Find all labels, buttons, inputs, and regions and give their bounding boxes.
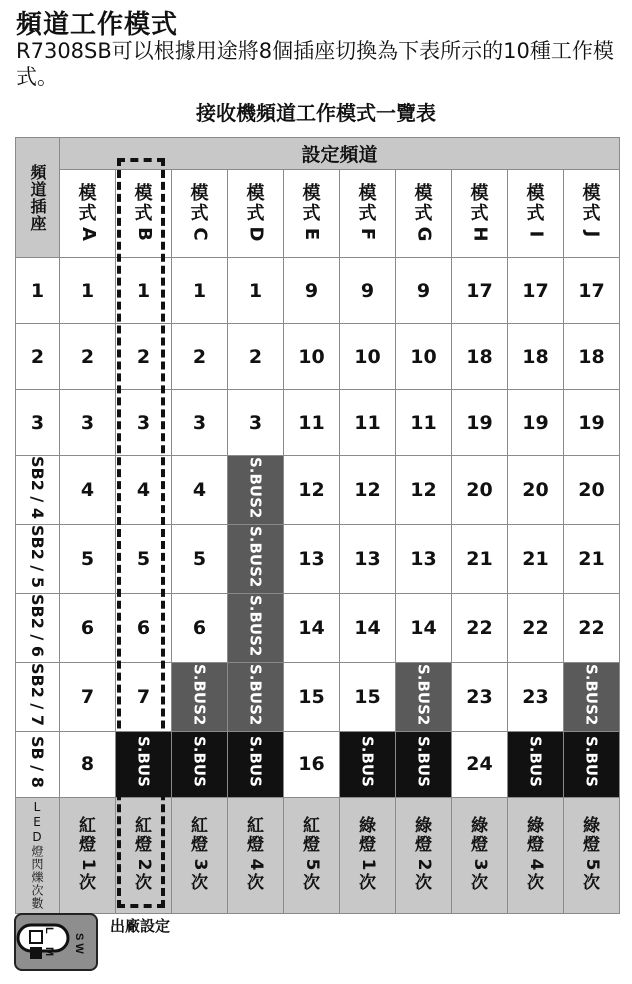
channel-value: 15 xyxy=(298,685,325,708)
channel-value: S.BUS xyxy=(414,736,433,788)
table-caption: 接收機頻道工作模式一覽表 xyxy=(196,101,436,125)
channel-value: 3 xyxy=(136,411,151,434)
channel-cell xyxy=(564,456,620,525)
channel-cell xyxy=(340,524,396,593)
channel-value: 21 xyxy=(466,547,493,570)
mode-header-char: A xyxy=(77,226,99,241)
socket-label-text: SB2 / 7 xyxy=(28,662,47,726)
channel-value: 21 xyxy=(578,547,605,570)
channel-value: 4 xyxy=(80,478,95,501)
mode-header-char: H xyxy=(469,225,491,242)
led-cell-char: 3 xyxy=(470,858,490,871)
mode-header-char: B xyxy=(133,226,155,241)
channel-value: 9 xyxy=(304,279,319,302)
switch-label-sw: S W xyxy=(73,933,85,954)
channel-cell xyxy=(340,324,396,390)
led-cell-char: 燈 xyxy=(471,835,488,856)
channel-value: 18 xyxy=(578,345,605,368)
mode-table xyxy=(15,137,620,914)
mode-header xyxy=(284,170,340,258)
mode-header-char: 模 xyxy=(358,182,377,204)
channel-value: S.BUS xyxy=(526,736,545,788)
led-cell-char: 綠 xyxy=(471,816,488,837)
channel-value: 17 xyxy=(578,279,605,302)
channel-value: 5 xyxy=(136,547,151,570)
mode-header xyxy=(564,170,620,258)
led-cell-char: 綠 xyxy=(359,816,376,837)
channel-value: 17 xyxy=(522,279,549,302)
switch-label-l: L xyxy=(43,927,55,934)
channel-value: 13 xyxy=(298,547,325,570)
mode-header xyxy=(228,170,284,258)
led-cell-char: 燈 xyxy=(191,835,208,856)
mode-header-char: 式 xyxy=(358,202,377,224)
led-cell xyxy=(116,797,172,913)
channel-value: 22 xyxy=(522,616,549,639)
led-cell xyxy=(452,797,508,913)
table-row xyxy=(16,258,620,324)
channel-cell xyxy=(396,390,452,456)
led-cell-char: 1 xyxy=(78,858,98,871)
channel-value: 6 xyxy=(192,616,207,639)
channel-value: 13 xyxy=(354,547,381,570)
led-cell-char: 次 xyxy=(527,873,544,894)
channel-cell xyxy=(340,593,396,662)
mode-header-char: 式 xyxy=(526,202,545,224)
channel-cell xyxy=(452,524,508,593)
channel-value: S.BUS xyxy=(190,736,209,788)
mode-header-char: 模 xyxy=(414,182,433,204)
channel-cell xyxy=(172,390,228,456)
description: R7308SB可以根據用途將8個插座切換為下表所示的10種工作模式。 xyxy=(16,39,614,89)
channel-value: 2 xyxy=(80,345,95,368)
channel-value: 11 xyxy=(410,411,437,434)
channel-cell xyxy=(452,593,508,662)
channel-cell xyxy=(228,324,284,390)
socket-label xyxy=(16,731,60,797)
channel-value: 6 xyxy=(136,616,151,639)
channel-value: S.BUS2 xyxy=(246,594,265,657)
mode-header-char: 式 xyxy=(134,202,153,224)
socket-label-text: SB2 / 6 xyxy=(28,593,47,657)
channel-value: 12 xyxy=(410,478,437,501)
factory-default-label: 出廠設定 xyxy=(110,917,171,935)
channel-cell xyxy=(508,390,564,456)
channel-cell xyxy=(564,390,620,456)
channel-cell xyxy=(116,324,172,390)
mode-header-char: 式 xyxy=(582,202,601,224)
socket-label-text: SB2 / 4 xyxy=(28,456,47,519)
channel-cell xyxy=(452,662,508,731)
led-cell xyxy=(340,797,396,913)
socket-label-text: 2 xyxy=(30,345,45,368)
channel-cell xyxy=(284,731,340,797)
channel-cell xyxy=(396,258,452,324)
channel-value: S.BUS2 xyxy=(246,456,265,519)
channel-value: 3 xyxy=(248,411,263,434)
channel-value: 14 xyxy=(298,616,325,639)
led-cell-char: 綠 xyxy=(527,816,544,837)
led-cell xyxy=(228,797,284,913)
channel-cell xyxy=(60,456,116,525)
channel-value: 24 xyxy=(466,753,493,776)
channel-cell xyxy=(452,456,508,525)
channel-value: S.BUS xyxy=(246,736,265,788)
mode-header-char: 模 xyxy=(470,182,489,204)
channel-cell xyxy=(116,390,172,456)
channel-value: 10 xyxy=(298,345,325,368)
led-cell-char: 燈 xyxy=(303,835,320,856)
channel-cell xyxy=(228,524,284,593)
channel-value: 2 xyxy=(136,345,151,368)
mode-header xyxy=(340,170,396,258)
mode-header-char: F xyxy=(357,227,379,240)
channel-cell xyxy=(228,662,284,731)
group-header: 設定頻道 xyxy=(60,138,620,170)
channel-cell xyxy=(284,524,340,593)
mode-header-char: E xyxy=(301,227,323,240)
channel-cell xyxy=(564,593,620,662)
channel-value: 9 xyxy=(416,279,431,302)
channel-cell xyxy=(228,456,284,525)
channel-value: 23 xyxy=(522,685,549,708)
channel-value: 21 xyxy=(522,547,549,570)
socket-label-text: SB2 / 5 xyxy=(28,524,47,588)
mode-header xyxy=(452,170,508,258)
channel-value: S.BUS2 xyxy=(582,663,601,726)
channel-cell xyxy=(228,258,284,324)
channel-cell xyxy=(340,731,396,797)
channel-value: 7 xyxy=(136,685,151,708)
channel-value: 11 xyxy=(298,411,325,434)
channel-value: S.BUS xyxy=(582,736,601,788)
channel-cell xyxy=(284,593,340,662)
mode-header-char: 式 xyxy=(190,202,209,224)
channel-cell xyxy=(564,662,620,731)
channel-value: 22 xyxy=(578,616,605,639)
channel-cell xyxy=(340,258,396,324)
mode-header-char: I xyxy=(525,230,547,237)
channel-value: S.BUS2 xyxy=(246,663,265,726)
channel-value: 13 xyxy=(410,547,437,570)
channel-cell xyxy=(284,324,340,390)
channel-value: 12 xyxy=(354,478,381,501)
led-cell-char: 次 xyxy=(247,873,264,894)
mode-header-char: 式 xyxy=(470,202,489,224)
led-cell-char: 次 xyxy=(135,873,152,894)
channel-value: 20 xyxy=(578,478,605,501)
channel-value: 8 xyxy=(80,753,95,776)
led-cell-char: 紅 xyxy=(191,816,208,837)
socket-label xyxy=(16,390,60,456)
mode-header-char: 式 xyxy=(302,202,321,224)
channel-cell xyxy=(116,456,172,525)
socket-label-text: 1 xyxy=(30,279,45,302)
channel-value: 4 xyxy=(136,478,151,501)
channel-value: 19 xyxy=(466,411,493,434)
channel-cell xyxy=(60,662,116,731)
channel-cell xyxy=(228,593,284,662)
channel-cell xyxy=(284,662,340,731)
mode-header-char: 式 xyxy=(78,202,97,224)
channel-cell xyxy=(172,593,228,662)
led-cell xyxy=(396,797,452,913)
led-cell-char: 4 xyxy=(526,858,546,871)
led-cell-char: 5 xyxy=(302,858,322,871)
channel-cell xyxy=(116,662,172,731)
channel-cell xyxy=(452,390,508,456)
channel-value: 16 xyxy=(298,753,325,776)
channel-cell xyxy=(396,324,452,390)
corner-header-label: 頻道插座 xyxy=(28,163,47,232)
led-cell-char: 燈 xyxy=(135,835,152,856)
led-cell xyxy=(508,797,564,913)
header-row-modes xyxy=(16,170,620,258)
channel-value: 7 xyxy=(80,685,95,708)
channel-cell xyxy=(340,390,396,456)
channel-cell xyxy=(116,731,172,797)
channel-value: 1 xyxy=(192,279,207,302)
led-cell-char: 紅 xyxy=(79,816,96,837)
mode-header xyxy=(60,170,116,258)
led-cell-char: 紅 xyxy=(303,816,320,837)
channel-value: 2 xyxy=(192,345,207,368)
channel-cell xyxy=(340,456,396,525)
channel-cell xyxy=(508,662,564,731)
channel-cell xyxy=(508,456,564,525)
channel-cell xyxy=(60,390,116,456)
socket-label-text: SB / 8 xyxy=(28,735,47,788)
channel-value: 10 xyxy=(410,345,437,368)
led-cell-char: 燈 xyxy=(79,835,96,856)
led-row-label-text: LED燈閃爍次數 xyxy=(30,800,44,911)
channel-value: 5 xyxy=(192,547,207,570)
channel-cell xyxy=(508,524,564,593)
led-cell-char: 燈 xyxy=(527,835,544,856)
channel-cell xyxy=(508,593,564,662)
channel-cell xyxy=(172,258,228,324)
led-row xyxy=(16,797,620,913)
mode-header-char: 模 xyxy=(134,182,153,204)
table-row xyxy=(16,593,620,662)
socket-label xyxy=(16,456,60,525)
led-cell-char: 次 xyxy=(415,873,432,894)
switch-icon xyxy=(14,913,98,971)
led-cell-char: 次 xyxy=(583,873,600,894)
mode-header-char: 模 xyxy=(246,182,265,204)
channel-value: 1 xyxy=(136,279,151,302)
channel-cell xyxy=(116,258,172,324)
channel-value: 14 xyxy=(410,616,437,639)
channel-value: 1 xyxy=(80,279,95,302)
socket-label xyxy=(16,258,60,324)
channel-value: S.BUS2 xyxy=(414,663,433,726)
led-row-label xyxy=(16,797,60,913)
channel-value: 18 xyxy=(466,345,493,368)
channel-cell xyxy=(284,456,340,525)
channel-cell xyxy=(340,662,396,731)
channel-value: 18 xyxy=(522,345,549,368)
channel-cell xyxy=(60,731,116,797)
mode-header xyxy=(396,170,452,258)
channel-cell xyxy=(452,258,508,324)
channel-cell xyxy=(396,524,452,593)
mode-header-char: 模 xyxy=(78,182,97,204)
mode-header xyxy=(116,170,172,258)
switch-label-m: M xyxy=(43,947,55,957)
channel-value: 10 xyxy=(354,345,381,368)
channel-cell xyxy=(116,593,172,662)
led-cell-char: 4 xyxy=(246,858,266,871)
channel-value: 1 xyxy=(248,279,263,302)
channel-cell xyxy=(564,324,620,390)
channel-cell xyxy=(284,258,340,324)
channel-value: 19 xyxy=(522,411,549,434)
socket-label xyxy=(16,593,60,662)
channel-cell xyxy=(564,731,620,797)
led-cell-char: 次 xyxy=(471,873,488,894)
page-title: 頻道工作模式 xyxy=(16,10,179,40)
socket-label xyxy=(16,324,60,390)
channel-cell xyxy=(396,456,452,525)
led-cell-char: 紅 xyxy=(135,816,152,837)
table-row xyxy=(16,390,620,456)
led-cell-char: 次 xyxy=(79,873,96,894)
channel-cell xyxy=(508,258,564,324)
led-cell-char: 5 xyxy=(582,858,602,871)
mode-header xyxy=(172,170,228,258)
socket-label-text: 3 xyxy=(30,411,45,434)
mode-header-char: D xyxy=(245,226,267,241)
table-row xyxy=(16,731,620,797)
socket-label xyxy=(16,524,60,593)
channel-value: 5 xyxy=(80,547,95,570)
mode-header-char: 式 xyxy=(414,202,433,224)
channel-cell xyxy=(60,258,116,324)
led-cell-char: 3 xyxy=(190,858,210,871)
channel-value: 17 xyxy=(466,279,493,302)
channel-cell xyxy=(564,258,620,324)
channel-cell xyxy=(172,324,228,390)
channel-cell xyxy=(508,324,564,390)
channel-value: 14 xyxy=(354,616,381,639)
channel-cell xyxy=(172,456,228,525)
channel-value: 9 xyxy=(360,279,375,302)
led-cell-char: 燈 xyxy=(415,835,432,856)
channel-cell xyxy=(172,524,228,593)
led-cell-char: 燈 xyxy=(359,835,376,856)
led-cell-char: 燈 xyxy=(583,835,600,856)
channel-value: 3 xyxy=(80,411,95,434)
channel-value: 12 xyxy=(298,478,325,501)
channel-cell xyxy=(60,324,116,390)
led-cell-char: 綠 xyxy=(583,816,600,837)
channel-value: 6 xyxy=(80,616,95,639)
channel-value: 11 xyxy=(354,411,381,434)
socket-label xyxy=(16,662,60,731)
table-row xyxy=(16,456,620,525)
channel-cell xyxy=(396,731,452,797)
channel-value: 19 xyxy=(578,411,605,434)
mode-header-char: 式 xyxy=(246,202,265,224)
table-row xyxy=(16,662,620,731)
led-cell-char: 紅 xyxy=(247,816,264,837)
corner-header xyxy=(16,138,60,258)
channel-cell xyxy=(228,390,284,456)
channel-cell xyxy=(564,524,620,593)
mode-header-char: 模 xyxy=(582,182,601,204)
channel-value: S.BUS2 xyxy=(246,525,265,588)
channel-value: 2 xyxy=(248,345,263,368)
channel-value: S.BUS2 xyxy=(190,663,209,726)
channel-value: 23 xyxy=(466,685,493,708)
channel-value: 22 xyxy=(466,616,493,639)
led-cell xyxy=(60,797,116,913)
channel-value: 20 xyxy=(522,478,549,501)
led-cell-char: 2 xyxy=(414,858,434,871)
channel-value: 15 xyxy=(354,685,381,708)
channel-cell xyxy=(508,731,564,797)
mode-header-char: C xyxy=(189,226,211,241)
channel-cell xyxy=(116,524,172,593)
mode-header-char: 模 xyxy=(302,182,321,204)
led-cell-char: 燈 xyxy=(247,835,264,856)
channel-cell xyxy=(396,593,452,662)
led-cell xyxy=(172,797,228,913)
channel-cell xyxy=(284,390,340,456)
channel-value: S.BUS xyxy=(134,736,153,788)
table-row xyxy=(16,324,620,390)
led-cell-char: 次 xyxy=(191,873,208,894)
mode-header-char: 模 xyxy=(526,182,545,204)
led-cell-char: 綠 xyxy=(415,816,432,837)
led-cell-char: 1 xyxy=(358,858,378,871)
channel-cell xyxy=(396,662,452,731)
channel-cell xyxy=(60,593,116,662)
mode-header-char: G xyxy=(413,226,435,241)
channel-value: 4 xyxy=(192,478,207,501)
led-cell-char: 次 xyxy=(359,873,376,894)
led-cell xyxy=(564,797,620,913)
channel-cell xyxy=(452,324,508,390)
channel-cell xyxy=(228,731,284,797)
channel-cell xyxy=(172,731,228,797)
table-row xyxy=(16,524,620,593)
channel-value: 3 xyxy=(192,411,207,434)
channel-value: S.BUS xyxy=(358,736,377,788)
mode-header-char: J xyxy=(581,230,603,237)
header-row-group xyxy=(16,138,620,170)
led-cell-char: 2 xyxy=(134,858,154,871)
led-cell xyxy=(284,797,340,913)
channel-cell xyxy=(452,731,508,797)
mode-header xyxy=(508,170,564,258)
led-cell-char: 次 xyxy=(303,873,320,894)
channel-cell xyxy=(172,662,228,731)
channel-cell xyxy=(60,524,116,593)
channel-value: 20 xyxy=(466,478,493,501)
mode-header-char: 模 xyxy=(190,182,209,204)
